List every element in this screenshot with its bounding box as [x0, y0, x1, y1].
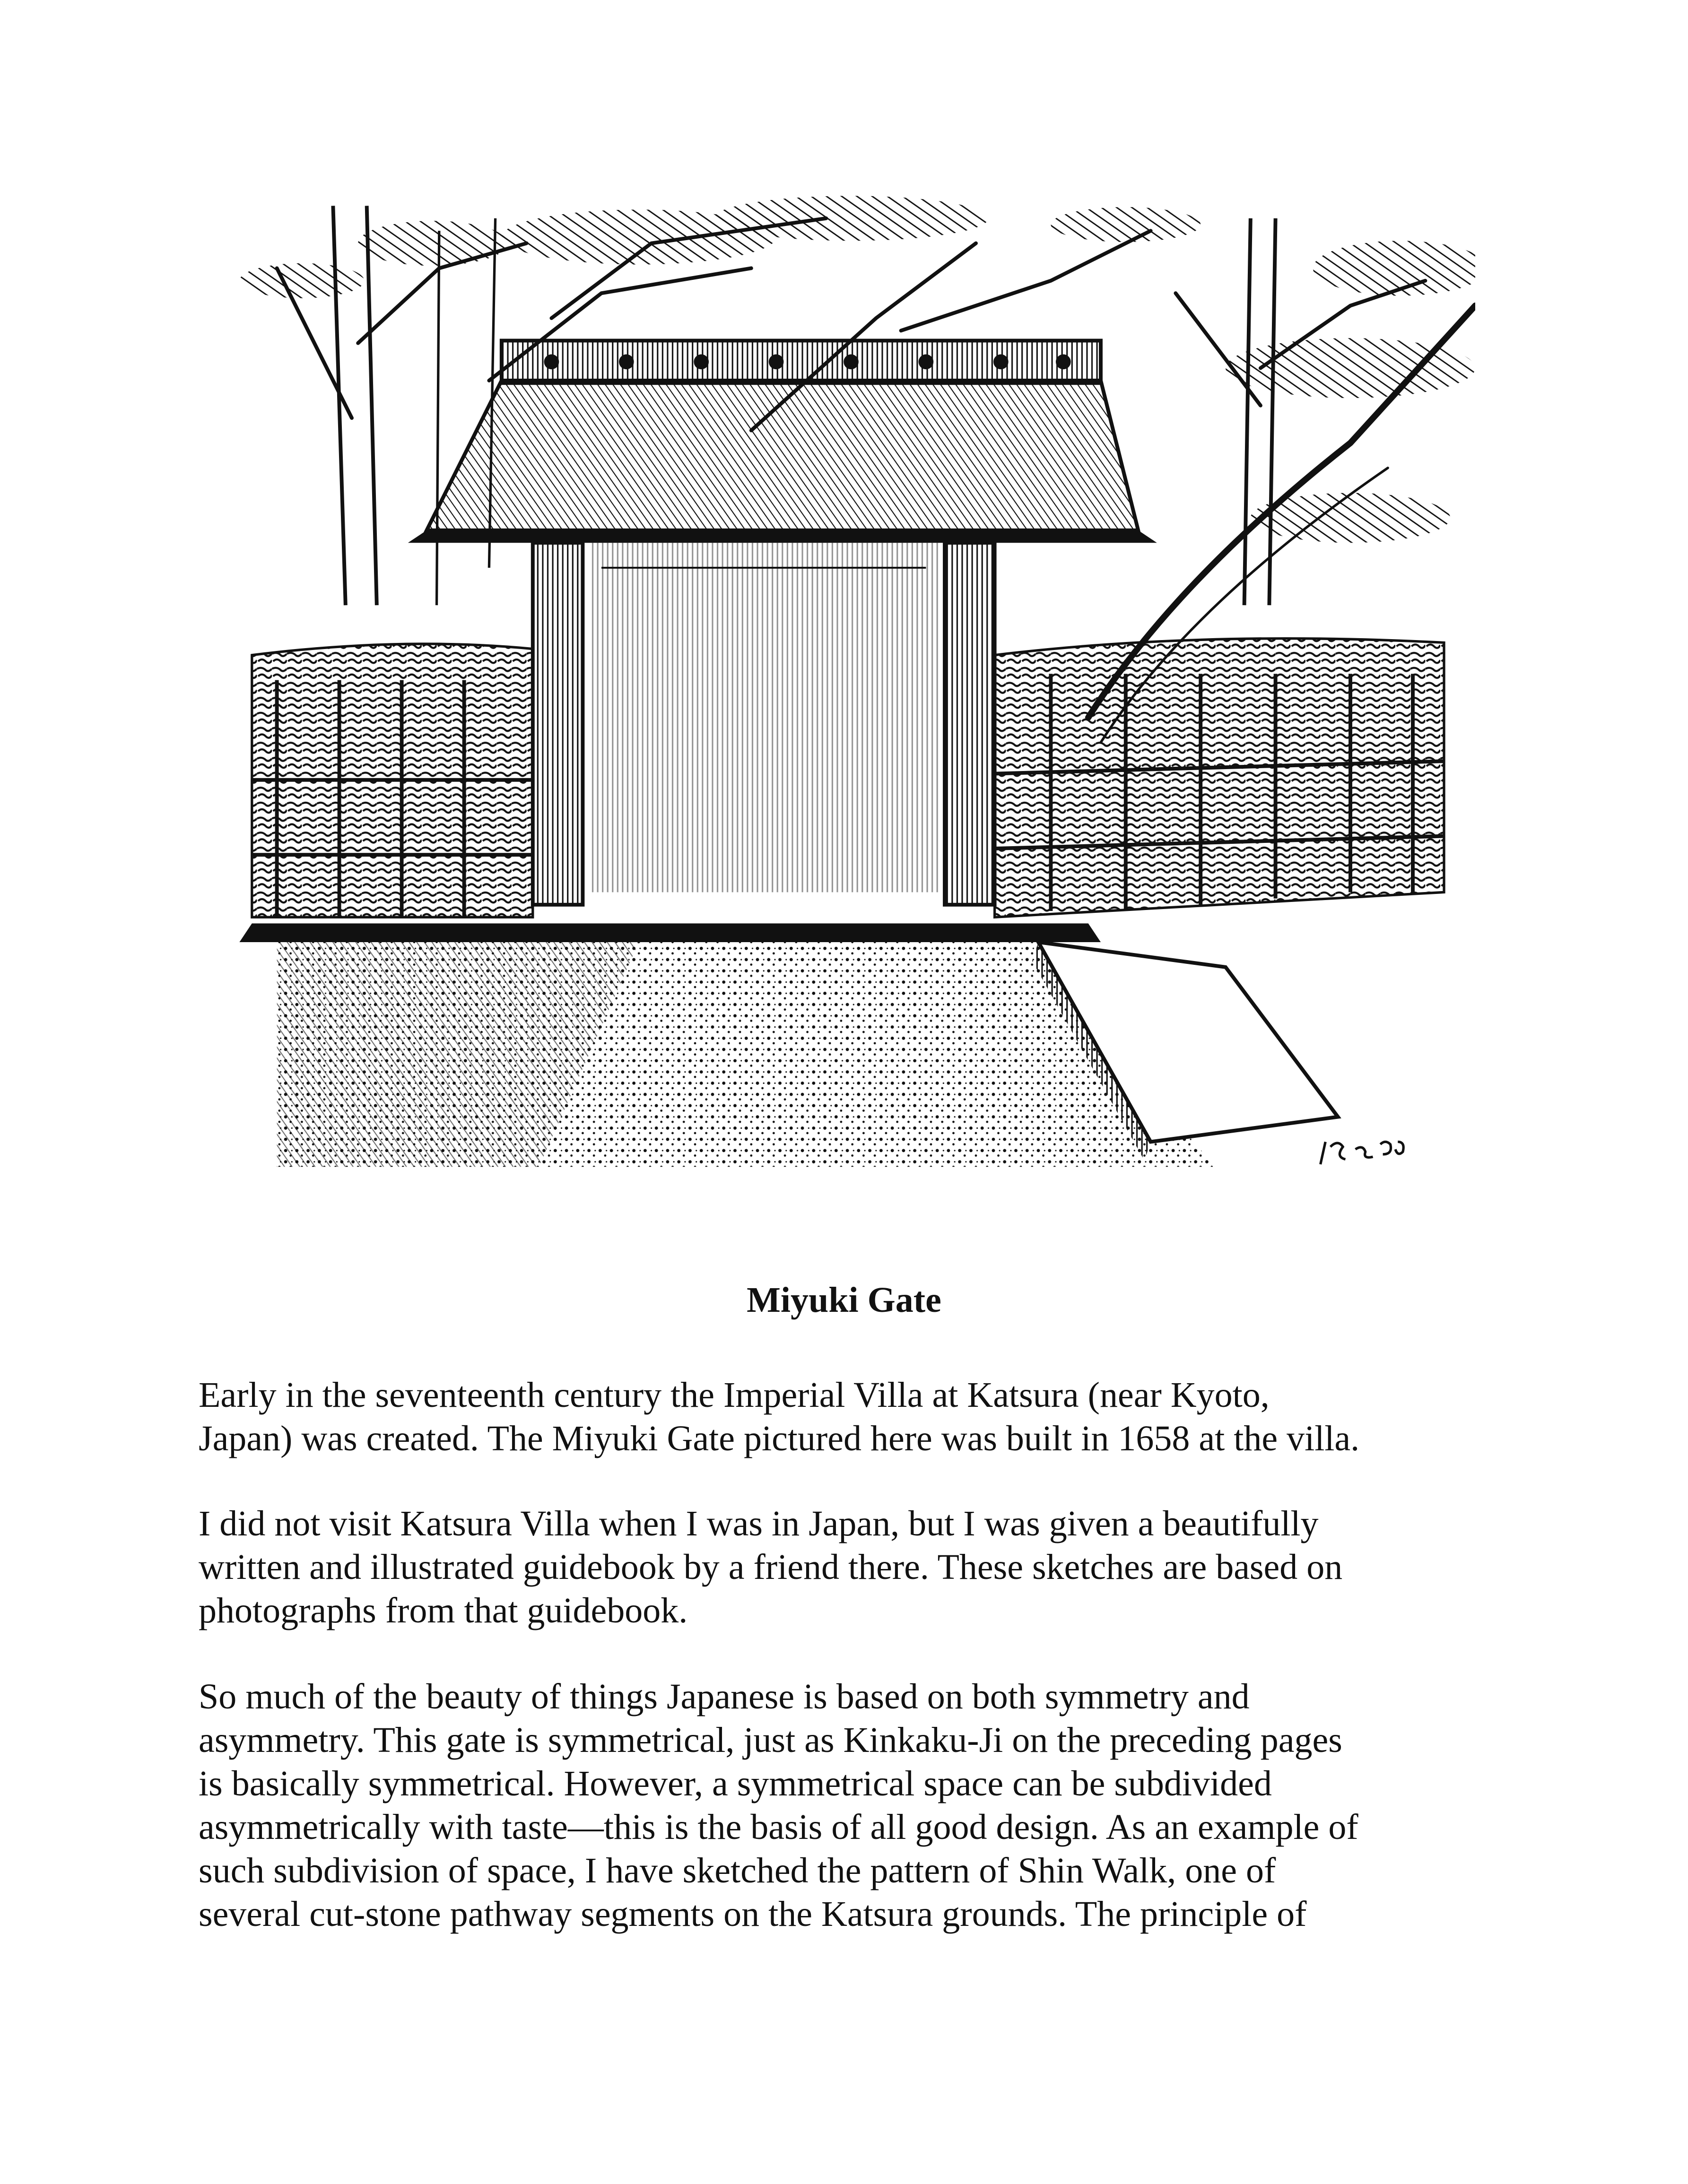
- paragraph-line: So much of the beauty of things Japanese is based on both symmetry and: [199, 1677, 1250, 1716]
- paragraph-symmetry: [199, 1675, 1523, 1936]
- miyuki-gate-illustration: [227, 189, 1475, 1196]
- paragraph-guidebook: [199, 1502, 1523, 1632]
- hedge-left: [252, 644, 533, 917]
- page-title: Miyuki Gate: [747, 1280, 941, 1320]
- hedge-right: [995, 639, 1444, 918]
- paragraph-line: Japan) was created. The Miyuki Gate pictured here was built in 1658 at the villa.: [199, 1419, 1360, 1458]
- paragraph-line: asymmetrically with taste—this is the basis of all good design. As an example of: [199, 1807, 1358, 1847]
- paragraph-line: photographs from that guidebook.: [199, 1591, 688, 1630]
- stone-threshold: [239, 923, 1101, 942]
- paragraph-line: written and illustrated guidebook by a friend there. These sketches are based on: [199, 1547, 1343, 1587]
- paragraph-line: asymmetry. This gate is symmetrical, just as Kinkaku-Ji on the preceding pages: [199, 1720, 1342, 1760]
- paragraph-intro: [199, 1373, 1523, 1460]
- paragraph-line: Early in the seventeenth century the Imperial Villa at Katsura (near Kyoto,: [199, 1375, 1270, 1415]
- gate-opening: [589, 543, 939, 892]
- paragraph-line: such subdivision of space, I have sketched the pattern of Shin Walk, one of: [199, 1851, 1276, 1890]
- thatched-roof: [408, 341, 1157, 543]
- paragraph-line: I did not visit Katsura Villa when I was in Japan, but I was given a beautifully: [199, 1504, 1319, 1543]
- paragraph-line: several cut-stone pathway segments on the Katsura grounds. The principle of: [199, 1894, 1307, 1934]
- paragraph-line: is basically symmetrical. However, a symmetrical space can be subdivided: [199, 1764, 1272, 1803]
- artist-signature: [1321, 1142, 1404, 1164]
